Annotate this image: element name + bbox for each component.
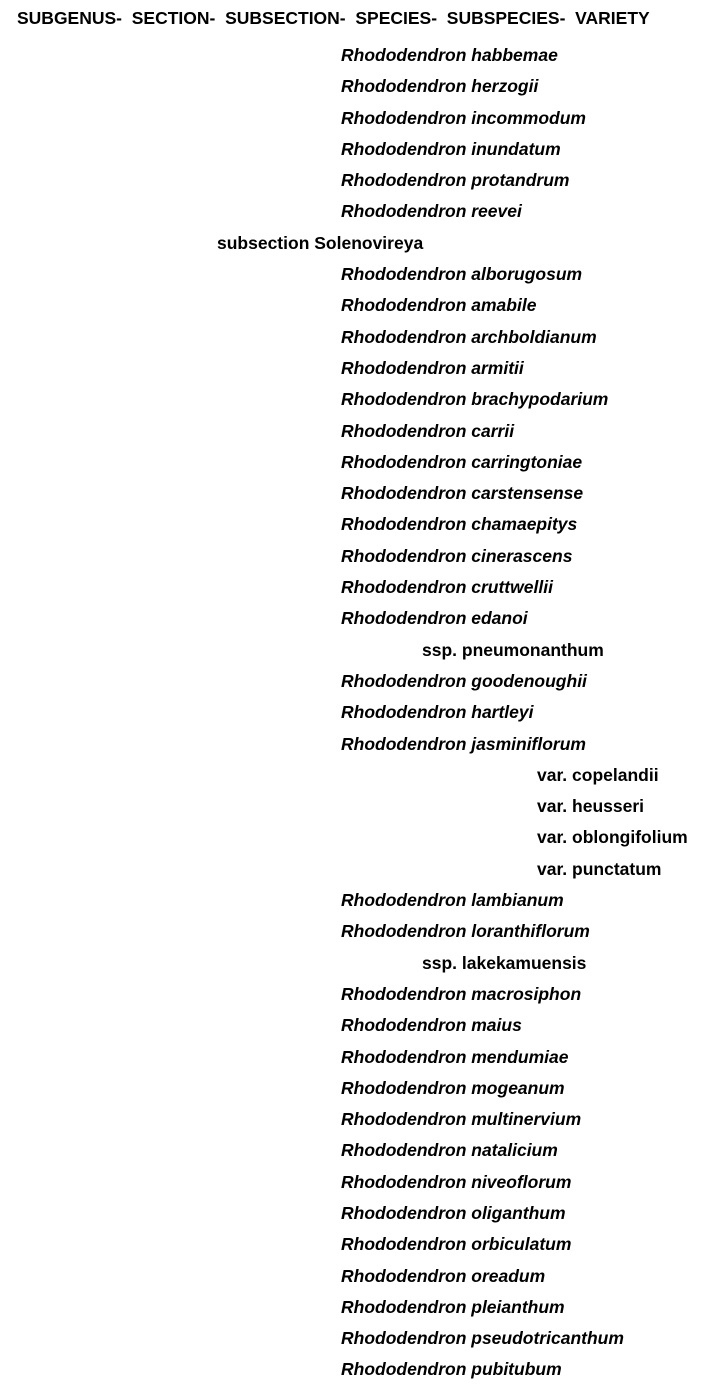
species-row [0, 354, 728, 385]
species-name: Rhododendron macrosiphon [341, 983, 582, 1004]
variety-name: var. heusseri [537, 796, 645, 817]
species-name: Rhododendron incommodum [341, 107, 586, 128]
species-row [0, 1293, 728, 1324]
subspecies-row [0, 636, 728, 667]
species-row [0, 385, 728, 416]
subspecies-name: ssp. lakekamuensis [422, 952, 587, 973]
species-row [0, 323, 728, 354]
species-name: Rhododendron lambianum [341, 890, 564, 911]
species-row [0, 448, 728, 479]
species-name: Rhododendron oreadum [341, 1265, 546, 1286]
species-name: Rhododendron cinerascens [341, 545, 573, 566]
species-row [0, 604, 728, 635]
species-row [0, 291, 728, 322]
column-header: SUBGENUS- SECTION- SUBSECTION- SPECIES- SUBSPECIES- VARIETY [17, 8, 650, 28]
species-name: Rhododendron carstensense [341, 483, 584, 504]
species-name: Rhododendron pleianthum [341, 1296, 565, 1317]
species-name: Rhododendron alborugosum [341, 264, 583, 285]
species-name: Rhododendron carrii [341, 420, 515, 441]
variety-row [0, 855, 728, 886]
species-name: Rhododendron oliganthum [341, 1202, 566, 1223]
species-row [0, 135, 728, 166]
species-row [0, 1136, 728, 1167]
species-row [0, 1199, 728, 1230]
species-name: Rhododendron goodenoughii [341, 670, 587, 691]
species-name: Rhododendron carringtoniae [341, 451, 583, 472]
species-name: Rhododendron jasminiflorum [341, 733, 586, 754]
species-name: Rhododendron habbemae [341, 45, 558, 65]
species-name: Rhododendron chamaepitys [341, 514, 578, 535]
species-row [0, 730, 728, 761]
variety-name: var. oblongifolium [537, 827, 688, 848]
species-row [0, 1074, 728, 1105]
species-row [0, 197, 728, 228]
species-name: Rhododendron archboldianum [341, 326, 597, 347]
species-row [0, 41, 728, 72]
species-row [0, 1011, 728, 1042]
variety-row [0, 761, 728, 792]
species-name: Rhododendron orbiculatum [341, 1234, 572, 1255]
species-name: Rhododendron multinervium [341, 1109, 582, 1130]
species-name: Rhododendron edanoi [341, 608, 528, 629]
species-name: Rhododendron natalicium [341, 1140, 558, 1161]
species-name: Rhododendron amabile [341, 295, 537, 316]
species-name: Rhododendron cruttwellii [341, 577, 553, 598]
species-name: Rhododendron maius [341, 1015, 522, 1036]
species-row [0, 72, 728, 103]
species-name: Rhododendron armitii [341, 357, 524, 378]
species-row [0, 542, 728, 573]
species-name: Rhododendron hartleyi [341, 702, 534, 723]
species-name: Rhododendron niveoflorum [341, 1171, 572, 1192]
species-name: Rhododendron brachypodarium [341, 389, 609, 410]
species-row [0, 510, 728, 541]
species-name: Rhododendron reevei [341, 201, 522, 222]
species-row [0, 573, 728, 604]
variety-name: var. punctatum [537, 858, 662, 879]
species-row [0, 260, 728, 291]
variety-name: var. copelandii [537, 764, 659, 785]
species-row [0, 1105, 728, 1136]
subspecies-row [0, 949, 728, 980]
species-row [0, 886, 728, 917]
species-row [0, 104, 728, 135]
taxonomy-list [0, 41, 728, 1387]
species-row [0, 166, 728, 197]
species-name: Rhododendron pseudotricanthum [341, 1328, 624, 1349]
variety-row [0, 792, 728, 823]
species-row [0, 698, 728, 729]
species-row [0, 1230, 728, 1261]
species-row [0, 479, 728, 510]
species-name: Rhododendron loranthiflorum [341, 921, 590, 942]
species-name: Rhododendron mendumiae [341, 1046, 569, 1067]
species-name: Rhododendron protandrum [341, 170, 570, 191]
species-row [0, 1324, 728, 1355]
species-name: Rhododendron mogeanum [341, 1077, 565, 1098]
species-row [0, 1355, 728, 1386]
subspecies-name: ssp. pneumonanthum [422, 639, 604, 660]
species-row [0, 1168, 728, 1199]
species-name: Rhododendron herzogii [341, 76, 539, 97]
species-name: Rhododendron pubitubum [341, 1359, 562, 1380]
species-row [0, 917, 728, 948]
species-row [0, 1262, 728, 1293]
species-row [0, 417, 728, 448]
variety-row [0, 823, 728, 854]
subsection-row [0, 229, 728, 260]
species-row [0, 980, 728, 1011]
species-row [0, 667, 728, 698]
subsection-name: subsection Solenovireya [217, 232, 424, 253]
species-row [0, 1043, 728, 1074]
species-name: Rhododendron inundatum [341, 138, 561, 159]
